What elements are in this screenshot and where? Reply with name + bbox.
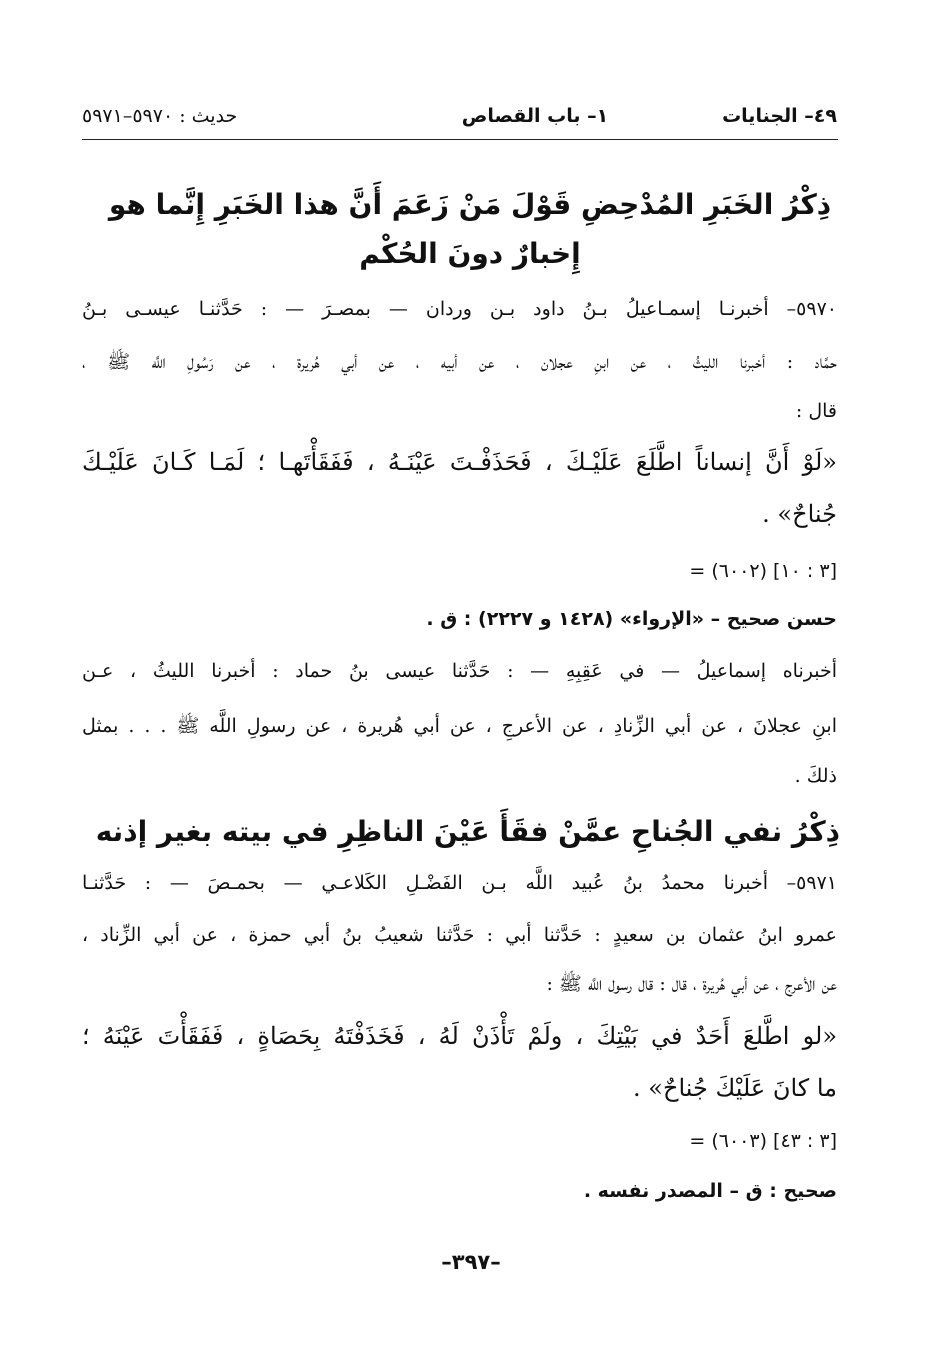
- section1-heading-line2: إِخبارٌ دونَ الحُكْم: [359, 237, 581, 270]
- hadith-5970-isnad-line3: قال :: [795, 400, 837, 422]
- header-hadith-range: حديث : ٥٩٧٠–٥٩٧١: [82, 105, 238, 127]
- hadith-5970-matn-line2: جُناحٌ» .: [762, 500, 837, 528]
- hadith-5970-matn-line1: «لَوْ أَنَّ إنساناً اطَّلَعَ عَلَيْـكَ ، فَحَذَفْـتَ عَيْنَـهُ ، فَفَقَأْتَهـا ؛ لَمَـا كَـانَ عَلَيْـكَ: [82, 448, 837, 476]
- header-chapter: ٤٩– الجنايات: [722, 105, 837, 127]
- hadith-5971-reference: = (٦٠٠٣) [٣ : ٤٣]: [689, 1130, 837, 1152]
- hadith-5971-isnad-line2: عمرو ابنُ عثمان بن سعيدٍ : حَدَّثنا أبي : حَدَّثنا شعيبُ بنُ أبي حمزة ، عن أبي الزِّناد ،: [82, 924, 837, 946]
- hadith-5970-alt-isnad-line2: ابنِ عجلانَ ، عن أبي الزِّنادِ ، عن الأعرجِ ، عن أبي هُريرة ، عن رسولِ اللَّه ﷺ . . . بمثل: [82, 715, 837, 737]
- hadith-5971-grading: صحيح : ق – المصدر نفسه .: [583, 1180, 837, 1202]
- header-divider: [82, 139, 838, 140]
- hadith-5971-matn-line2: ما كانَ عَلَيْكَ جُناحٌ» .: [633, 1074, 837, 1102]
- section1-heading-line1: ذِكْرُ الخَبَرِ المُدْحِضِ قَوْلَ مَنْ زَعَمَ أَنَّ هذا الخَبَرِ إِنَّما هو: [108, 188, 832, 221]
- hadith-5970-alt-isnad-line1: أخبرناه إسماعيلُ — في عَقِبِهِ — : حَدَّثنا عيسى بنُ حماد : أخبرنا الليثُ ، عـن: [82, 660, 837, 682]
- hadith-5971-matn-line1: «لو اطَّلعَ أَحَدٌ في بَيْتِكَ ، ولَمْ تَأْذَنْ لَهُ ، فَخَذَفْتَهُ بِحَصَاةٍ ، فَفَقَأْتَ عَيْنَهُ ؛: [82, 1022, 838, 1050]
- hadith-5971-isnad-line3: عن الأعرج ، عن أبي هُريرة ، قال : قال رسول اللَّه ﷺ :: [546, 973, 837, 995]
- hadith-5970-isnad-line1: ٥٩٧٠– أخبرنـا إسمـاعيلُ بـنُ داود بـن وردان — بمصـرَ — : حَدَّثنـا عيسـى بـنُ: [82, 298, 837, 320]
- header-section: ١– باب القصاص: [461, 105, 609, 127]
- hadith-5970-isnad-line2: حمَّاد : أخبرنا الليثُ ، عن ابنِ عجلان ، عن أبيه ، عن أبي هُريرة ، عن رَسُولِ اللَّه ﷺ ،: [82, 351, 837, 373]
- hadith-5970-alt-isnad-line3: ذلكَ .: [794, 765, 837, 787]
- section2-heading: ذِكْرُ نفي الجُناحِ عمَّنْ فقَأَ عَيْنَ الناظِرِ في بيته بغير إذنه: [95, 815, 840, 848]
- hadith-5971-isnad-line1: ٥٩٧١– أخبرنا محمدُ بنُ عُبيد اللَّه بـن الفَضْـلِ الكَلاعـي — بحمـصَ — : حَدَّثنـا: [82, 872, 837, 894]
- hadith-5970-grading: حسن صحيح – «الإرواء» (١٤٢٨ و ٢٢٢٧) : ق .: [426, 608, 837, 630]
- hadith-5970-reference: = (٦٠٠٢) [٣ : ١٠]: [689, 560, 837, 582]
- page-number: –٣٩٧–: [441, 1250, 501, 1274]
